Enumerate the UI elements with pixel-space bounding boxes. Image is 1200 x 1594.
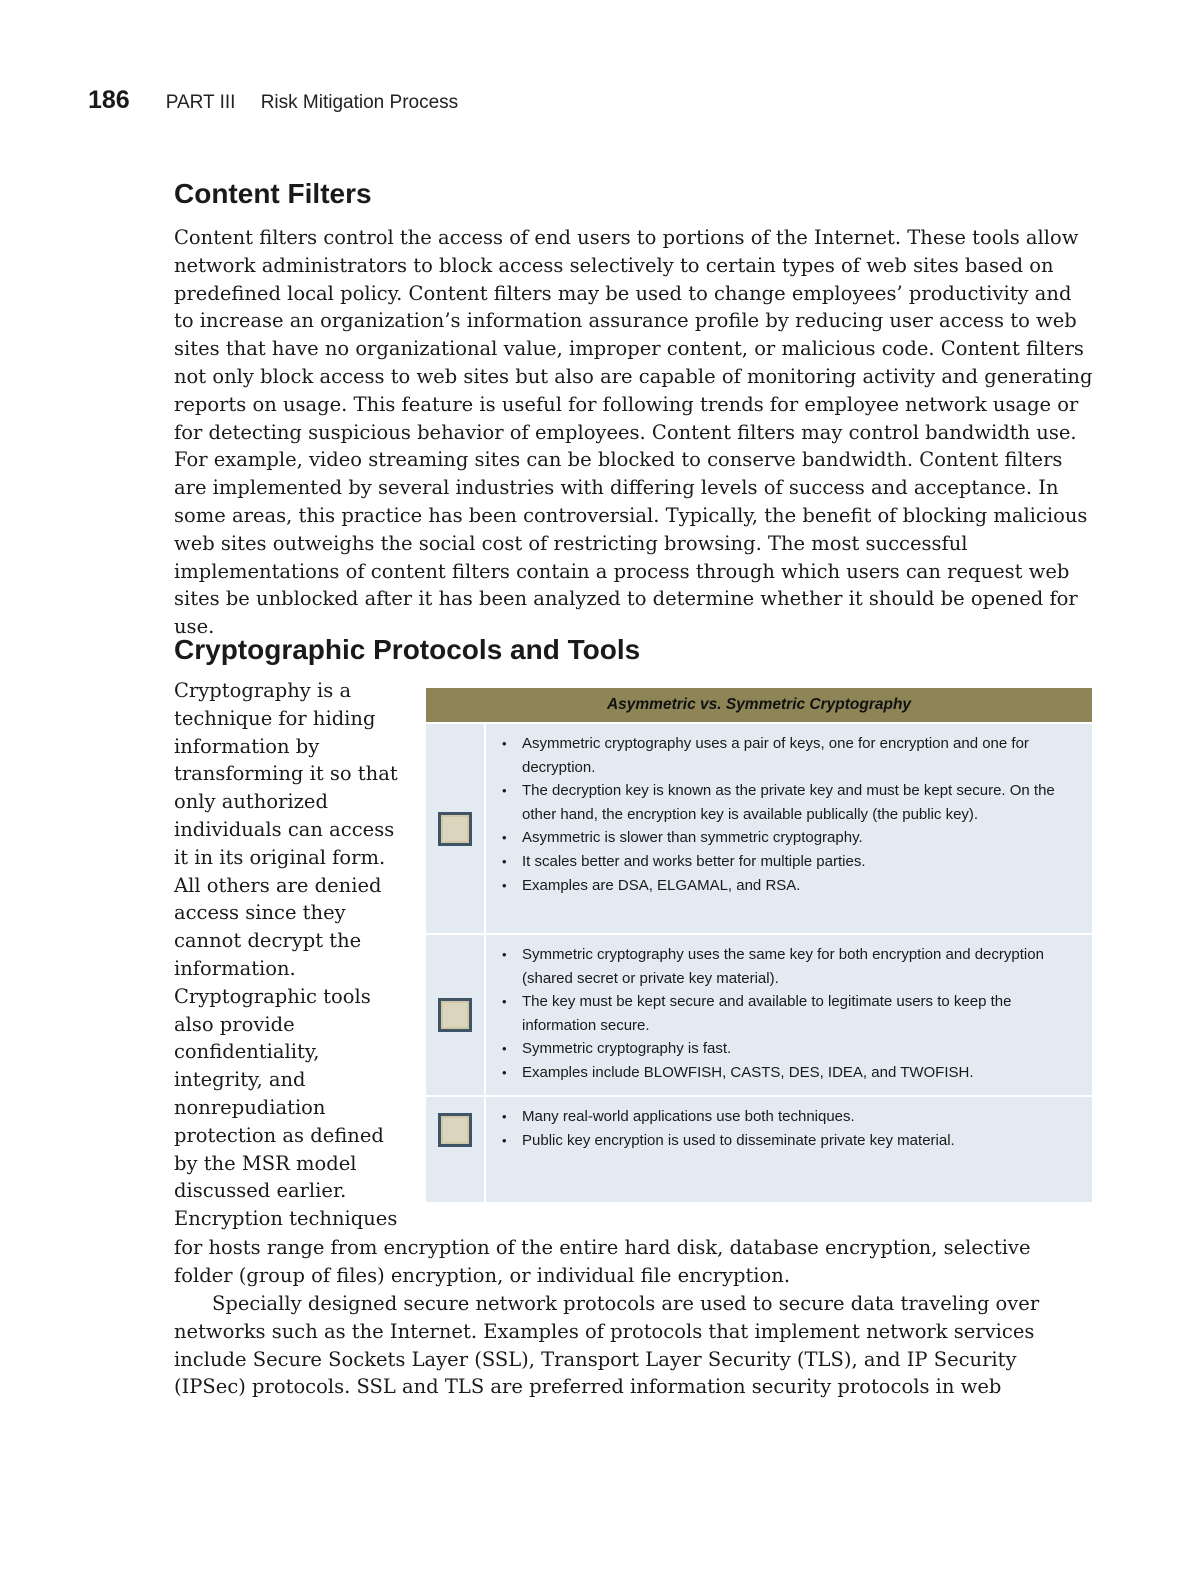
bullet-list: [496, 943, 1072, 1085]
crypto-paragraph-wrapped: [174, 677, 414, 1233]
sidebar-title: Asymmetric vs. Symmetric Cryptography: [426, 688, 1092, 722]
sidebar-row: [426, 722, 1092, 933]
text-line: access since they: [174, 901, 346, 925]
part-label: PART III: [165, 92, 236, 113]
text-line: All others are denied: [174, 873, 382, 897]
text-line: nonrepudiation: [174, 1095, 326, 1119]
crypto-paragraph-tail: for hosts range from encryption of the entire hard disk, database encryption, selective folder (group of files) encryption, or individual file encryption.: [174, 1236, 1031, 1287]
text-line: technique for hiding: [174, 706, 376, 730]
bullet-list: [496, 732, 1072, 897]
text-line: cannot decrypt the: [174, 929, 362, 953]
bullet-item: • Symmetric cryptography uses the same key for both encryption and decryption (shared secret or private key material).: [496, 943, 1072, 990]
text-line: by the MSR model: [174, 1151, 357, 1175]
content-filters-paragraph: Content filters control the access of end users to portions of the Internet. These tools allow network administrators to block access selectively to certain types of web sites based on predefined local policy. Content filters may be used to change employees’ productivity and to increase an organization’s information assurance profile by reducing user access to web sites that have no organizational value, improper content, or malicious code. Content filters not only block access to web sites but also are capable of monitoring activity and generating reports on usage. This feature is useful for following trends for employee network usage or for detecting suspicious behavior of employees. Content filters may control bandwidth use. For example, video streaming sites can be blocked to conserve bandwidth. Content filters are implemented by several industries with differing levels of success and acceptance. In some areas, this practice has been controversial. Typically, the benefit of blocking malicious web sites outweighs the social cost of restricting browsing. The most successful implementations of content filters contain a process through which users can request web sites be unblocked after it has been analyzed to determine whether it should be opened for use.: [174, 226, 1093, 639]
bullet-item: • Symmetric cryptography is fast.: [496, 1037, 1072, 1061]
text-line: Cryptographic tools: [174, 984, 371, 1008]
bullet-item: • The decryption key is known as the private key and must be kept secure. On the other hand, the encryption key is available publically (the public key).: [496, 779, 1072, 826]
sidebar-text-cell: [486, 724, 1092, 933]
running-header: [88, 86, 458, 126]
part-title: Risk Mitigation Process: [260, 92, 459, 113]
text-line: individuals can access: [174, 817, 395, 841]
note-box-icon: [438, 1113, 472, 1147]
bullet-item: • Public key encryption is used to disseminate private key material.: [496, 1129, 1072, 1153]
bullet-item: • Examples include BLOWFISH, CASTS, DES, IDEA, and TWOFISH.: [496, 1061, 1072, 1085]
text-line: information.: [174, 956, 296, 980]
protocols-paragraph: Specially designed secure network protocols are used to secure data traveling over networks such as the Internet. Examples of protocols that implement network services include Secure Sockets Layer (SSL), Transport Layer Security (TLS), and IP Security (IPSec) protocols. SSL and TLS are preferred information security protocols in web: [174, 1292, 1040, 1399]
text-line: also provide: [174, 1012, 295, 1036]
text-line: protection as defined: [174, 1123, 384, 1147]
sidebar-row: [426, 1095, 1092, 1202]
text-line: it in its original form.: [174, 845, 386, 869]
text-line: information by: [174, 734, 320, 758]
sidebar-row: [426, 933, 1092, 1095]
section-heading-content-filters: Content Filters: [174, 178, 372, 209]
bullet-item: • It scales better and works better for multiple parties.: [496, 850, 1072, 874]
sidebar-icon-cell: [426, 724, 486, 933]
sidebar-text-cell: [486, 1097, 1092, 1202]
page-number: 186: [88, 86, 130, 114]
section-heading-cryptographic: Cryptographic Protocols and Tools: [174, 634, 641, 665]
sidebar-box: [426, 688, 1092, 1202]
note-box-icon: [438, 812, 472, 846]
bullet-item: • Asymmetric is slower than symmetric cryptography.: [496, 826, 1072, 850]
text-line: confidentiality,: [174, 1040, 320, 1064]
running-head-text: [166, 92, 458, 114]
text-line: transforming it so that: [174, 762, 398, 786]
text-line: Cryptography is a: [174, 679, 352, 702]
bullet-list: [496, 1105, 1072, 1152]
text-line: integrity, and: [174, 1068, 306, 1092]
note-box-icon: [438, 998, 472, 1032]
bullet-item: • Many real-world applications use both techniques.: [496, 1105, 1072, 1129]
text-line: Encryption techniques: [174, 1207, 398, 1231]
text-line: discussed earlier.: [174, 1179, 347, 1203]
bullet-item: • Examples are DSA, ELGAMAL, and RSA.: [496, 874, 1072, 898]
sidebar-icon-cell: [426, 1097, 486, 1202]
sidebar-icon-cell: [426, 935, 486, 1095]
bullet-item: • Asymmetric cryptography uses a pair of keys, one for encryption and one for decryption.: [496, 732, 1072, 779]
sidebar-text-cell: [486, 935, 1092, 1095]
text-line: only authorized: [174, 790, 328, 814]
bullet-item: • The key must be kept secure and available to legitimate users to keep the information secure.: [496, 990, 1072, 1037]
